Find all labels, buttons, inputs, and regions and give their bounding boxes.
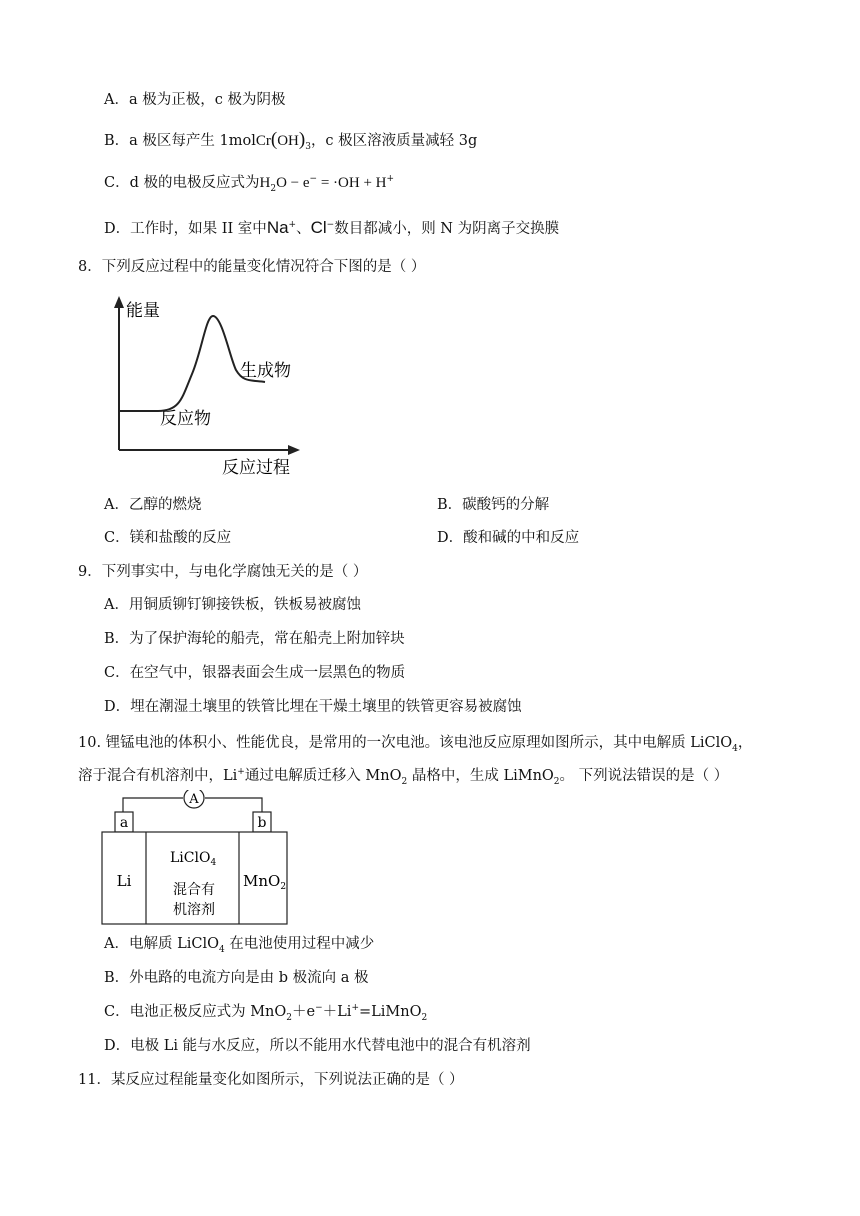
q7-d-sep: 、 — [296, 221, 311, 237]
q10-stem1-sub: 4 — [732, 743, 738, 754]
q7-option-b-oh: OH — [277, 133, 299, 149]
solvent-line2: 机溶剂 — [173, 902, 215, 918]
q10-option-c — [104, 1002, 427, 1022]
q9-stem: 9．下列事实中，与电化学腐蚀无关的是（ ） — [78, 564, 368, 580]
q10-c-d: =LiMnO — [358, 1004, 422, 1020]
electrolyte-label: LiClO$_4$ — [170, 850, 217, 868]
q10-c-sup1: − — [315, 1003, 323, 1014]
energy-diagram — [100, 290, 310, 485]
q7-c-h: H — [259, 175, 271, 191]
q10-a-post: 在电池使用过程中减少 — [224, 936, 375, 952]
q8-option-c: C．镁和盐酸的反应 — [104, 530, 232, 546]
q8-stem: 8．下列反应过程中的能量变化情况符合下图的是（ ） — [78, 259, 426, 275]
q10-stem1-end: ， — [737, 735, 753, 751]
q10-stem2-c: 晶格中，生成 LiMnO — [407, 768, 554, 784]
q7-d-suffix: 数目都减小，则 N 为阴离子交换膜 — [334, 221, 560, 237]
ammeter-label: A — [189, 792, 199, 807]
q9-option-c: C．在空气中，银器表面会生成一层黑色的物质 — [104, 665, 406, 681]
q7-c-sub: 2 — [270, 183, 277, 194]
electrode-mno2: MnO$_2$ — [243, 872, 287, 892]
q10-a-sub: 4 — [218, 944, 225, 955]
q10-option-a — [104, 934, 374, 954]
q10-stem-line1 — [78, 733, 752, 753]
q7-option-c-prefix: C．d 极的电极反应式为 — [104, 175, 260, 191]
reactant-label: 反应物 — [160, 409, 211, 429]
q10-c-b: ＋e — [292, 1004, 316, 1020]
q9-option-a: A．用铜质铆钉铆接铁板，铁板易被腐蚀 — [104, 597, 361, 613]
q10-stem2-b: 通过电解质迁移入 MnO — [244, 768, 402, 784]
q8-option-d: D．酸和碱的中和反应 — [437, 530, 580, 546]
q10-c-a: C．电池正极反应式为 MnO — [104, 1004, 287, 1020]
q7-d-sup-plus: + — [288, 220, 297, 231]
q10-stem1-text: 10. 锂锰电池的体积小、性能优良，是常用的一次电池。该电池反应原理如图所示，其中电解质 LiClO — [78, 735, 733, 751]
q7-option-c — [104, 173, 394, 193]
product-label: 生成物 — [240, 361, 291, 381]
q7-c-sup-minus: − — [309, 174, 318, 185]
q10-stem2-sub1: 2 — [401, 776, 408, 787]
q10-stem-line2 — [78, 766, 728, 786]
x-axis-label: 反应过程 — [222, 458, 290, 478]
q7-d-cl: Cl — [310, 218, 327, 237]
q7-option-b-suffix: ，c 极区溶液质量减轻 3g — [310, 133, 478, 149]
q9-option-d: D．埋在潮湿土壤里的铁管比埋在干燥土壤里的铁管更容易被腐蚀 — [104, 699, 522, 715]
q7-option-d — [104, 218, 559, 239]
q10-c-c: ＋Li — [322, 1004, 352, 1020]
q7-option-b-prefix: B．a 极区每产生 1mol — [104, 133, 256, 149]
q7-d-sup-minus: − — [326, 220, 335, 231]
solvent-line1: 混合有 — [173, 882, 215, 898]
q8-option-b: B．碳酸钙的分解 — [437, 497, 550, 513]
q10-c-sup2: + — [351, 1003, 359, 1014]
q11-stem: 11．某反应过程能量变化如图所示，下列说法正确的是（ ） — [78, 1072, 464, 1088]
q7-c-oh: = ·OH + H — [317, 175, 387, 191]
q7-option-b-cr: Cr — [255, 133, 271, 149]
q10-a-pre: A．电解质 LiClO — [104, 936, 219, 952]
q10-stem2-d: 。 下列说法错误的是（ ） — [559, 768, 729, 784]
q9-option-b: B．为了保护海轮的船壳，常在船壳上附加锌块 — [104, 631, 405, 647]
q7-d-prefix: D．工作时，如果 II 室中 — [104, 221, 267, 237]
q10-stem2-a: 溶于混合有机溶剂中，Li — [78, 768, 238, 784]
q10-option-b: B．外电路的电流方向是由 b 极流向 a 极 — [104, 970, 369, 986]
terminal-a: a — [119, 815, 129, 831]
q7-option-a: A．a 极为正极，c 极为阴极 — [104, 92, 286, 108]
q10-c-sub2: 2 — [421, 1012, 428, 1023]
q7-c-oe: O − e — [276, 175, 310, 191]
q7-option-b: B．a 极区每产生 $1molCr(OH)_3$，c 极区溶液质量减轻 3g — [104, 129, 478, 152]
q10-stem2-sup: + — [237, 767, 245, 778]
q7-option-b-sub: 3 — [305, 141, 311, 152]
q7-c-sup-plus: + — [386, 174, 395, 185]
q8-option-a: A．乙醇的燃烧 — [104, 497, 202, 513]
battery-diagram — [98, 790, 293, 928]
q10-option-d: D．电极 Li 能与水反应，所以不能用水代替电池中的混合有机溶剂 — [104, 1038, 531, 1054]
electrode-li: Li — [116, 872, 132, 890]
q10-stem2-sub2: 2 — [553, 776, 560, 787]
q7-d-na: Na — [266, 218, 289, 237]
y-axis-label: 能量 — [126, 301, 160, 321]
terminal-b: b — [257, 815, 267, 831]
q10-c-sub1: 2 — [286, 1012, 293, 1023]
